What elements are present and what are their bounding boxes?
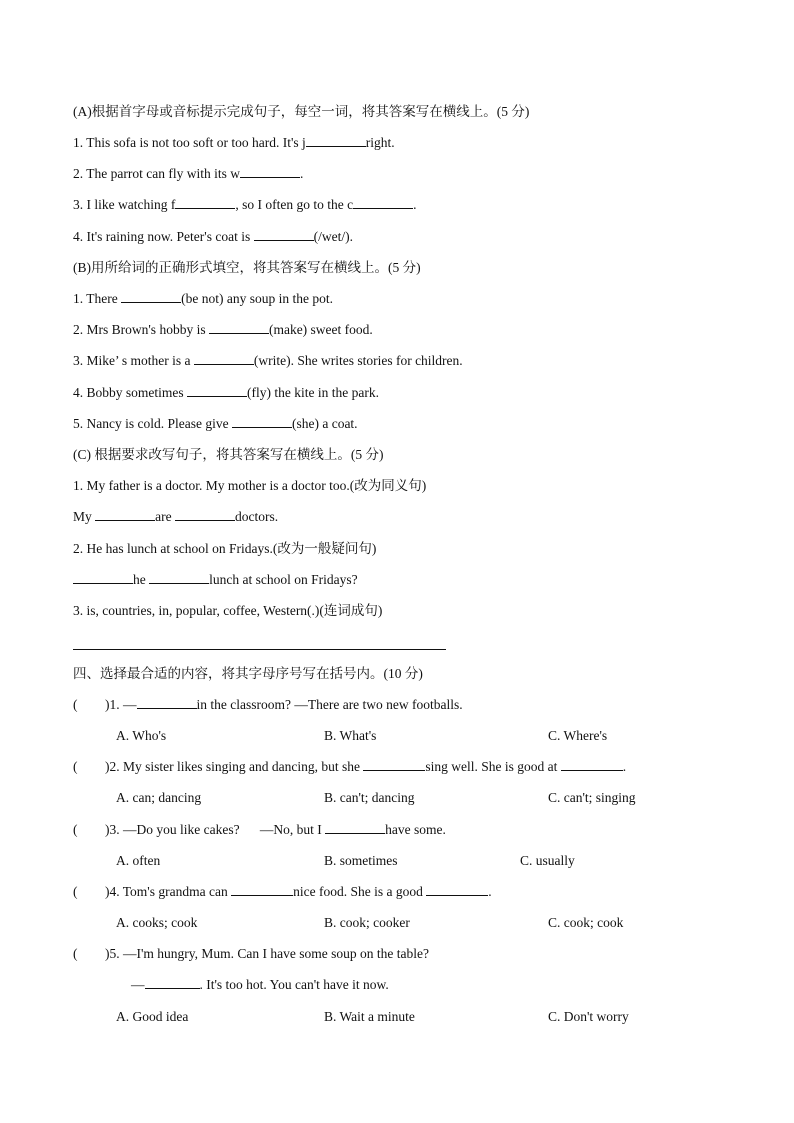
- answer-paren-open[interactable]: (: [73, 884, 78, 899]
- answer-blank: [325, 820, 385, 834]
- question-text: 4. Tom's grandma can: [109, 884, 232, 899]
- question-text: in the classroom? —There are two new footballs.: [196, 697, 463, 712]
- question-text: 2. The parrot can fly with its w: [73, 166, 240, 181]
- question-text: 5. —I'm hungry, Mum. Can I have some soup on the table?: [109, 946, 429, 961]
- option-a: A. often: [116, 853, 161, 868]
- question-text: lunch at school on Fridays?: [209, 572, 358, 587]
- question-text: .: [413, 197, 417, 212]
- question-text: 4. It's raining now. Peter's coat is: [73, 229, 254, 244]
- question-text: doctors.: [235, 509, 279, 524]
- option-b: B. cook; cooker: [324, 915, 410, 930]
- question-c1: 1. My father is a doctor. My mother is a doctor too.(改为同义句): [73, 478, 427, 493]
- question-a3: [73, 195, 416, 215]
- question-text: right.: [365, 135, 395, 150]
- question-text: 4. Bobby sometimes: [73, 385, 187, 400]
- answer-blank: [363, 757, 425, 771]
- question-a1: [73, 133, 395, 153]
- answer-paren-open[interactable]: (: [73, 759, 78, 774]
- option-c: C. Don't worry: [548, 1009, 629, 1024]
- section-c-heading: (C) 根据要求改写句子，将其答案写在横线上。(5 分): [73, 447, 384, 462]
- section-a-heading: (A)根据首字母或音标提示完成句子，每空一词，将其答案写在横线上。(5 分): [73, 104, 530, 119]
- answer-blank: [145, 975, 200, 989]
- answer-blank[interactable]: [121, 289, 181, 303]
- answer-paren-open[interactable]: (: [73, 697, 78, 712]
- answer-blank[interactable]: [254, 227, 314, 241]
- answer-blank[interactable]: [232, 414, 292, 428]
- question-b3: [73, 351, 463, 371]
- answer-blank[interactable]: [240, 164, 300, 178]
- answer-blank[interactable]: [73, 570, 133, 584]
- option-c: C. cook; cook: [548, 915, 624, 930]
- option-b: B. can't; dancing: [324, 790, 415, 805]
- answer-blank: [137, 695, 197, 709]
- mc-question-1: [73, 695, 463, 715]
- question-text: 2. My sister likes singing and dancing, but she: [109, 759, 364, 774]
- option-b: B. Wait a minute: [324, 1009, 415, 1024]
- question-text: 5. Nancy is cold. Please give: [73, 416, 232, 431]
- answer-blank: [231, 882, 293, 896]
- question-text: , so I often go to the c: [235, 197, 354, 212]
- option-c: C. can't; singing: [548, 790, 636, 805]
- question-text: (be not) any soup in the pot.: [181, 291, 333, 306]
- answer-line-c3[interactable]: [73, 649, 446, 650]
- answer-blank[interactable]: [353, 195, 413, 209]
- answer-blank[interactable]: [175, 507, 235, 521]
- question-text: 3. I like watching f: [73, 197, 176, 212]
- answer-paren-close: ): [105, 946, 110, 961]
- answer-paren-open[interactable]: (: [73, 946, 78, 961]
- question-b5: [73, 414, 358, 434]
- answer-blank[interactable]: [95, 507, 155, 521]
- question-text: 2. Mrs Brown's hobby is: [73, 322, 209, 337]
- question-b2: [73, 320, 373, 340]
- question-text: . It's too hot. You can't have it now.: [199, 977, 389, 992]
- question-text: .: [488, 884, 492, 899]
- question-text: have some.: [385, 822, 446, 837]
- answer-blank[interactable]: [209, 320, 269, 334]
- answer-blank[interactable]: [175, 195, 235, 209]
- question-text: My: [73, 509, 96, 524]
- question-text: are: [155, 509, 175, 524]
- answer-blank[interactable]: [194, 351, 254, 365]
- option-b: B. sometimes: [324, 853, 398, 868]
- question-text: .: [622, 759, 627, 774]
- question-text: 1. There: [73, 291, 122, 306]
- answer-line-c1: [73, 507, 278, 527]
- answer-paren-open[interactable]: (: [73, 822, 78, 837]
- question-text: 3. —Do you like cakes? —No, but I: [109, 822, 326, 837]
- section-b-heading: (B)用所给词的正确形式填空，将其答案写在横线上。(5 分): [73, 260, 421, 275]
- answer-paren-close: ): [105, 822, 110, 837]
- question-text: he: [133, 572, 150, 587]
- question-text: 3. Mike’ s mother is a: [73, 353, 194, 368]
- mc-question-5-line2: [131, 975, 389, 995]
- section-4-heading: 四、选择最合适的内容，将其字母序号写在括号内。(10 分): [73, 666, 423, 681]
- question-text: (she) a coat.: [291, 416, 358, 431]
- question-text: (write). She writes stories for children.: [253, 353, 463, 368]
- answer-blank[interactable]: [187, 383, 247, 397]
- question-text: 1. This sofa is not too soft or too hard. It's j: [73, 135, 306, 150]
- mc-question-3: [73, 820, 446, 840]
- answer-blank[interactable]: [306, 133, 366, 147]
- question-text: .: [299, 166, 304, 181]
- question-text: —: [131, 977, 145, 992]
- option-c: C. usually: [520, 853, 575, 868]
- answer-blank[interactable]: [149, 570, 209, 584]
- option-c: C. Where's: [548, 728, 608, 743]
- mc-question-5: [73, 944, 429, 964]
- question-text: (make) sweet food.: [268, 322, 373, 337]
- answer-paren-close: ): [105, 697, 110, 712]
- question-text: nice food. She is a good: [293, 884, 427, 899]
- option-a: A. Who's: [116, 728, 167, 743]
- question-b1: [73, 289, 333, 309]
- question-text: sing well. She is good at: [425, 759, 561, 774]
- option-a: A. cooks; cook: [116, 915, 198, 930]
- question-a4: [73, 227, 353, 247]
- mc-question-2: [73, 757, 626, 777]
- question-c3: 3. is, countries, in, popular, coffee, Western(.)(连词成句): [73, 603, 383, 618]
- option-a: A. can; dancing: [116, 790, 202, 805]
- question-b4: [73, 383, 379, 403]
- question-text: 1. —: [109, 697, 137, 712]
- answer-blank: [426, 882, 488, 896]
- answer-paren-close: ): [105, 884, 110, 899]
- option-b: B. What's: [324, 728, 377, 743]
- answer-paren-close: ): [105, 759, 110, 774]
- question-c2: 2. He has lunch at school on Fridays.(改为一般疑问句): [73, 541, 377, 556]
- answer-blank: [561, 757, 623, 771]
- question-text: (fly) the kite in the park.: [247, 385, 379, 400]
- answer-line-c2: [73, 570, 358, 590]
- question-a2: [73, 164, 303, 184]
- option-a: A. Good idea: [116, 1009, 189, 1024]
- question-text: (/wet/).: [313, 229, 353, 244]
- mc-question-4: [73, 882, 492, 902]
